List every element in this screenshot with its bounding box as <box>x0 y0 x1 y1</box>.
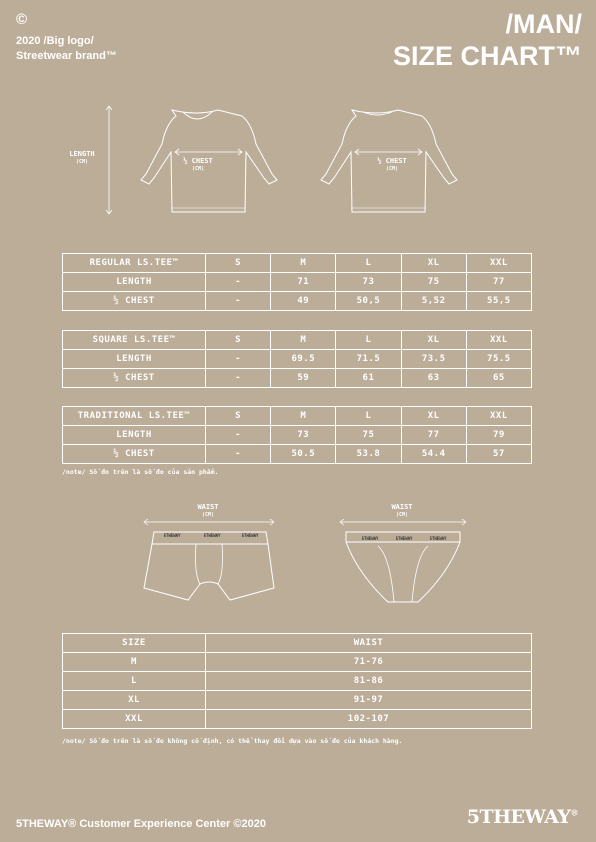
size-header: L <box>336 407 401 426</box>
waist-unit-trunk: (CM) <box>201 512 215 518</box>
table-cell: 59 <box>271 369 336 388</box>
table-cell: - <box>206 350 271 369</box>
brief-icon <box>338 518 468 608</box>
table-cell: 71.5 <box>336 350 401 369</box>
size-header: XXL <box>466 254 531 273</box>
brand-line-2: Streetwear brand™ <box>16 50 117 62</box>
row-label: ½ CHEST <box>63 369 206 388</box>
table-cell: - <box>206 426 271 445</box>
row-label: ½ CHEST <box>63 292 206 311</box>
page-title <box>393 8 582 72</box>
size-header: XXL <box>466 331 531 350</box>
table-cell: 73.5 <box>401 350 466 369</box>
trunk-brand-print-2: 5THEWAY <box>203 533 221 538</box>
size-header: M <box>271 331 336 350</box>
logo-text: 5THEWAY <box>466 806 571 828</box>
table-row <box>63 691 532 710</box>
table-cell: 75 <box>401 273 466 292</box>
size-header: XL <box>401 254 466 273</box>
length-arrow-icon <box>104 104 114 216</box>
table-cell: 53.8 <box>336 445 401 464</box>
waist-header: WAIST <box>206 634 532 653</box>
table-cell: 57 <box>466 445 531 464</box>
row-label: LENGTH <box>63 350 206 369</box>
size-header: SIZE <box>63 634 206 653</box>
table-cell: 73 <box>336 273 401 292</box>
traditional-tee-table <box>62 406 532 464</box>
table-cell: 50,5 <box>336 292 401 311</box>
size-cell: M <box>63 653 206 672</box>
row-label: ½ CHEST <box>63 445 206 464</box>
table-row <box>63 672 532 691</box>
table-cell: 69.5 <box>271 350 336 369</box>
table-row <box>63 710 532 729</box>
table-cell: - <box>206 369 271 388</box>
waist-label-trunk <box>180 503 236 519</box>
table-header-row <box>63 634 532 653</box>
table-cell: 75.5 <box>466 350 531 369</box>
brand-line-1: 2020 /Big logo/ <box>16 35 94 47</box>
length-label <box>60 150 104 166</box>
table-cell: - <box>206 292 271 311</box>
table-cell: 71 <box>271 273 336 292</box>
size-header: L <box>336 331 401 350</box>
waist-size-table <box>62 633 532 729</box>
waist-unit-brief: (CM) <box>395 512 409 518</box>
brief-brand-print-2: 5THEWAY <box>395 536 413 541</box>
table-row <box>63 369 532 388</box>
table-name: SQUARE LS.TEE™ <box>63 331 206 350</box>
title-line-2: SIZE CHART™ <box>393 41 582 71</box>
size-cell: XL <box>63 691 206 710</box>
table-cell: 5,52 <box>401 292 466 311</box>
table-cell: 73 <box>271 426 336 445</box>
size-header: M <box>271 254 336 273</box>
table-name: TRADITIONAL LS.TEE™ <box>63 407 206 426</box>
waist-cell: 71-76 <box>206 653 532 672</box>
waist-cell: 102-107 <box>206 710 532 729</box>
length-label-text: LENGTH <box>69 150 95 158</box>
table-row <box>63 653 532 672</box>
table-row <box>63 292 532 311</box>
trunk-brand-print-1: 5THEWAY <box>163 533 181 538</box>
note-product-measure: /note/ Số đo trên là số đo của sản phẩm. <box>62 468 219 476</box>
footer-text: 5THEWAY® Customer Experience Center ©2020 <box>16 818 266 830</box>
trunk-brand-print-3: 5THEWAY <box>241 533 259 538</box>
chest-unit-front: (CM) <box>191 166 205 172</box>
table-row <box>63 273 532 292</box>
table-cell: 49 <box>271 292 336 311</box>
table-cell: 50.5 <box>271 445 336 464</box>
chest-label-back-text: ½ CHEST <box>377 157 407 165</box>
length-unit: (CM) <box>75 159 89 165</box>
size-cell: L <box>63 672 206 691</box>
table-cell: 79 <box>466 426 531 445</box>
chest-label-back <box>362 157 422 173</box>
table-row <box>63 350 532 369</box>
waist-label-trunk-text: WAIST <box>197 503 219 511</box>
brief-brand-print-1: 5THEWAY <box>361 536 379 541</box>
waist-label-brief <box>374 503 430 519</box>
chest-label-front-text: ½ CHEST <box>183 157 213 165</box>
table-cell: - <box>206 273 271 292</box>
row-label: LENGTH <box>63 426 206 445</box>
table-cell: 54.4 <box>401 445 466 464</box>
size-header: S <box>206 331 271 350</box>
size-header: M <box>271 407 336 426</box>
logo-registered-mark: ® <box>570 807 578 818</box>
brief-brand-print-3: 5THEWAY <box>429 536 447 541</box>
size-header: XXL <box>466 407 531 426</box>
row-label: LENGTH <box>63 273 206 292</box>
waist-label-brief-text: WAIST <box>391 503 413 511</box>
table-cell: 77 <box>401 426 466 445</box>
size-header: S <box>206 407 271 426</box>
size-header: XL <box>401 331 466 350</box>
table-cell: 55,5 <box>466 292 531 311</box>
note-variable-measure: /note/ Số đo trên là số đo không cố định, có thể thay đổi dựa vào số đo của khách hàng. <box>62 737 403 745</box>
waist-cell: 91-97 <box>206 691 532 710</box>
table-header-row <box>63 254 532 273</box>
size-header: S <box>206 254 271 273</box>
table-row <box>63 445 532 464</box>
table-cell: 75 <box>336 426 401 445</box>
copyright-icon: © <box>16 11 28 28</box>
waist-cell: 81-86 <box>206 672 532 691</box>
table-row <box>63 426 532 445</box>
size-cell: XXL <box>63 710 206 729</box>
brand-block <box>16 12 117 64</box>
table-header-row <box>63 331 532 350</box>
title-line-1: /MAN/ <box>505 9 582 39</box>
table-cell: 77 <box>466 273 531 292</box>
chest-unit-back: (CM) <box>385 166 399 172</box>
size-header: L <box>336 254 401 273</box>
table-cell: 63 <box>401 369 466 388</box>
table-name: REGULAR LS.TEE™ <box>63 254 206 273</box>
square-tee-table <box>62 330 532 388</box>
table-header-row <box>63 407 532 426</box>
chest-label-front <box>168 157 228 173</box>
size-header: XL <box>401 407 466 426</box>
regular-tee-table <box>62 253 532 311</box>
table-cell: - <box>206 445 271 464</box>
table-cell: 61 <box>336 369 401 388</box>
table-cell: 65 <box>466 369 531 388</box>
brand-logo <box>467 806 578 828</box>
